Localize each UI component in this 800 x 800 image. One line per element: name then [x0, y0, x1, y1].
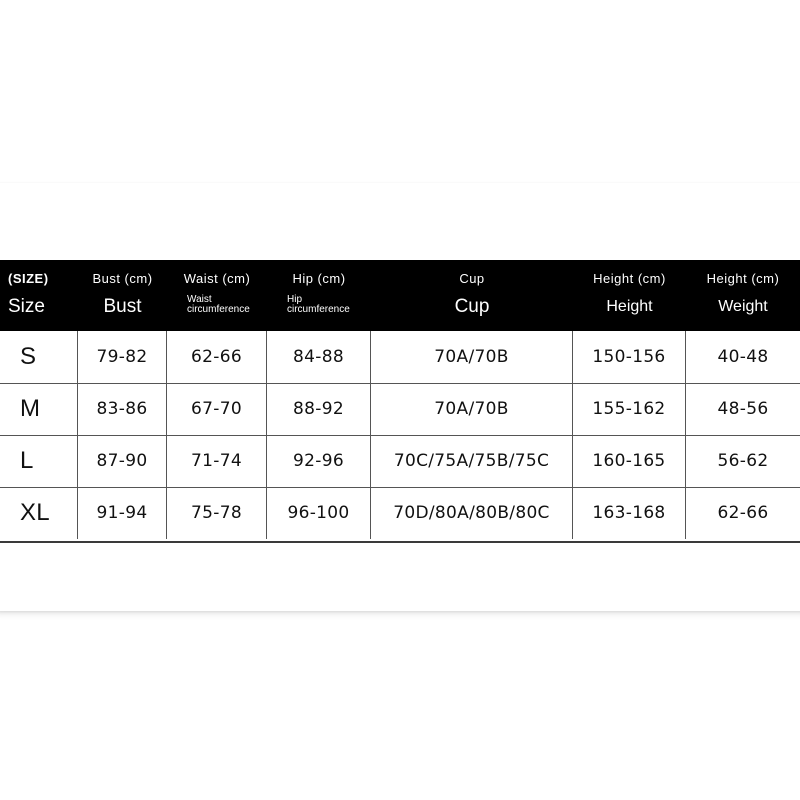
table-row — [0, 487, 800, 539]
height-cell: 155-162 — [573, 383, 686, 435]
waist-cell: 71-74 — [167, 435, 267, 487]
bust-cell: 79-82 — [78, 331, 167, 383]
weight-cell: 56-62 — [717, 451, 769, 471]
header-bust-line1: Bust (cm) — [92, 271, 153, 286]
waist-cell: 62-66 — [167, 331, 267, 383]
cup-cell: 70C/75A/75B/75C — [371, 435, 573, 487]
header-height — [573, 260, 686, 331]
header-waist-line1: Waist (cm) — [183, 271, 251, 286]
header-weight-line1: Height (cm) — [706, 271, 780, 286]
header-cup-line2: Cup — [454, 296, 490, 317]
header-height-line1: Height (cm) — [593, 271, 666, 286]
header-cup — [371, 260, 573, 331]
cup-cell: 70A/70B — [371, 383, 573, 435]
bust-cell: 91-94 — [78, 487, 167, 539]
header-hip — [267, 260, 371, 331]
header-weight — [686, 260, 800, 331]
bust-cell: 83-86 — [78, 383, 167, 435]
header-weight-line2: Weight — [718, 298, 768, 315]
waist-cell: 67-70 — [167, 383, 267, 435]
height-cell: 160-165 — [573, 435, 686, 487]
header-bust-line2: Bust — [103, 296, 142, 317]
hip-cell: 92-96 — [267, 435, 371, 487]
header-height-line2: Height — [606, 298, 653, 315]
cup-cell: 70A/70B — [371, 331, 573, 383]
size-cell: S — [0, 331, 78, 383]
weight-cell: 40-48 — [717, 347, 769, 367]
bust-cell: 87-90 — [78, 435, 167, 487]
table-header — [0, 260, 800, 331]
header-size — [0, 260, 78, 331]
size-cell: M — [0, 383, 78, 435]
table-row — [0, 331, 800, 384]
header-waist — [167, 260, 267, 331]
hip-cell: 88-92 — [267, 383, 371, 435]
size-cell: L — [0, 435, 78, 487]
weight-cell: 62-66 — [717, 503, 769, 523]
header-hip-line2: Hip circumference — [287, 294, 350, 315]
weight-cell: 48-56 — [717, 399, 769, 419]
header-size-line2: Size — [8, 296, 45, 317]
header-hip-line1: Hip (cm) — [292, 271, 346, 286]
hip-cell: 96-100 — [267, 487, 371, 539]
header-waist-line2: Waist circumference — [187, 294, 250, 315]
cup-cell: 70D/80A/80B/80C — [371, 487, 573, 539]
header-bust — [78, 260, 167, 331]
hip-cell: 84-88 — [267, 331, 371, 383]
height-cell: 163-168 — [573, 487, 686, 539]
header-size-line1: (SIZE) — [8, 271, 49, 286]
table-row — [0, 383, 800, 436]
header-cup-line1: Cup — [459, 271, 485, 286]
size-cell: XL — [0, 487, 78, 539]
waist-cell: 75-78 — [167, 487, 267, 539]
table-row — [0, 435, 800, 488]
height-cell: 150-156 — [573, 331, 686, 383]
table-body — [0, 331, 800, 543]
